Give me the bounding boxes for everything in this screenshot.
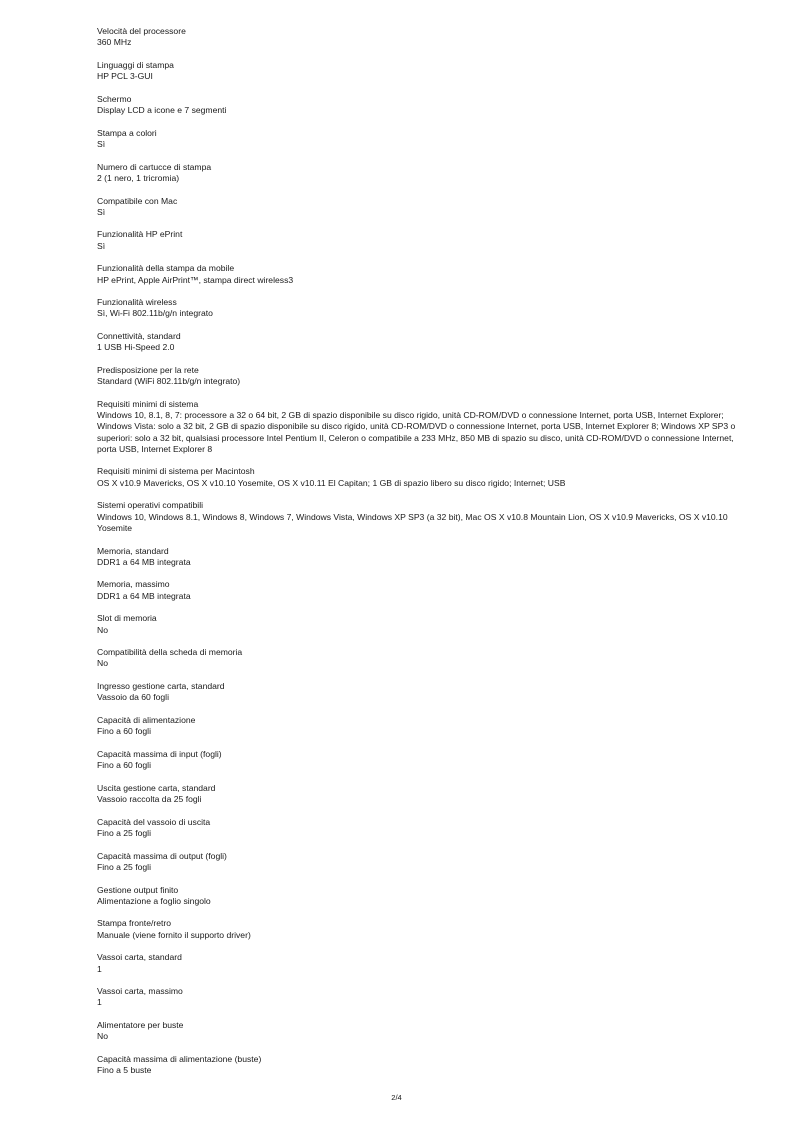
spec-value: Standard (WiFi 802.11b/g/n integrato) [97,376,241,387]
spec-value: Display LCD a icone e 7 segmenti [97,105,227,116]
spec-label: Requisiti minimi di sistema per Macintosh [97,466,255,477]
spec-label: Requisiti minimi di sistema [97,398,199,409]
spec-item [97,918,747,940]
spec-value: DDR1 a 64 MB integrata [97,590,191,601]
spec-value: Sì [97,206,106,217]
spec-value: 1 [97,997,102,1008]
spec-label: Connettività, standard [97,331,181,342]
spec-value: Sì, Wi-Fi 802.11b/g/n integrato [97,308,213,319]
spec-value: HP ePrint, Apple AirPrint™, stampa direct wireless3 [97,274,294,285]
spec-item [97,885,747,907]
spec-label: Capacità di alimentazione [97,715,196,726]
spec-item [97,365,747,387]
spec-item [97,331,747,353]
spec-label: Stampa a colori [97,127,157,138]
spec-item [97,851,747,873]
spec-item [97,1054,747,1076]
spec-item [97,546,747,568]
spec-label: Ingresso gestione carta, standard [97,681,225,692]
spec-label: Vassoi carta, massimo [97,986,183,997]
spec-item [97,613,747,635]
spec-item [97,500,747,534]
spec-label: Funzionalità della stampa da mobile [97,263,235,274]
spec-value: Windows 10, Windows 8.1, Windows 8, Windows 7, Windows Vista, Windows XP SP3 (a 32 bit), Mac OS X v10.8 Mountain Lion, OS X v10.9 Mavericks, OS X v10.10 Yosemite [97,511,728,533]
spec-value: HP PCL 3-GUI [97,71,153,82]
spec-item [97,94,747,116]
spec-value: Manuale (viene fornito il supporto driver) [97,929,251,940]
spec-label: Memoria, massimo [97,579,170,590]
spec-value: Sì [97,138,106,149]
spec-label: Funzionalità HP ePrint [97,229,183,240]
spec-item [97,399,747,455]
spec-value: Vassoio raccolta da 25 fogli [97,794,202,805]
spec-value: Sì [97,240,106,251]
spec-label: Schermo [97,93,132,104]
spec-value: Windows 10, 8.1, 8, 7: processore a 32 o 64 bit, 2 GB di spazio disponibile su disco rigido, unità CD-ROM/DVD o connessione Internet, porta USB, Internet Explorer; Windows Vista: solo a 32 bit, 2 GB di spazio disponibile su disco rigido, unità CD-ROM/DVD o connessione Internet, porta USB, Internet Explorer 8; Windows XP SP3 o superiori: solo a 32 bit, qualsiasi processore Intel Pentium II, Celeron o compatibile a 233 MHz, 850 MB di spazio su disco, unità CD-ROM/DVD o connessione Internet, porta USB, Internet Explorer 8 [97,410,736,454]
spec-value: 2 (1 nero, 1 tricromia) [97,172,180,183]
spec-item [97,196,747,218]
spec-label: Capacità massima di alimentazione (buste) [97,1054,262,1065]
spec-item [97,986,747,1008]
spec-value: 360 MHz [97,37,132,48]
spec-item [97,263,747,285]
spec-label: Slot di memoria [97,613,157,624]
spec-item [97,466,747,488]
page-number: 2/4 [391,1093,402,1102]
spec-label: Compatibilità della scheda di memoria [97,647,243,658]
spec-item [97,952,747,974]
spec-item [97,579,747,601]
spec-item [97,647,747,669]
spec-list [97,26,747,1088]
spec-value: Vassoio da 60 fogli [97,692,169,703]
spec-label: Sistemi operativi compatibili [97,500,204,511]
spec-label: Uscita gestione carta, standard [97,782,216,793]
spec-item [97,715,747,737]
spec-value: Alimentazione a foglio singolo [97,895,211,906]
spec-value: Fino a 60 fogli [97,726,151,737]
spec-label: Vassoi carta, standard [97,952,182,963]
spec-item [97,26,747,48]
spec-label: Capacità del vassoio di uscita [97,816,211,827]
spec-item [97,60,747,82]
spec-item [97,817,747,839]
spec-value: DDR1 a 64 MB integrata [97,556,191,567]
spec-label: Velocità del processore [97,26,186,36]
spec-item [97,162,747,184]
spec-label: Alimentatore per buste [97,1020,184,1031]
spec-item [97,681,747,703]
spec-label: Gestione output finito [97,884,179,895]
spec-label: Funzionalità wireless [97,297,177,308]
spec-value: No [97,624,108,635]
spec-value: No [97,1031,108,1042]
spec-label: Numero di cartucce di stampa [97,161,212,172]
spec-label: Capacità massima di input (fogli) [97,748,222,759]
spec-value: Fino a 25 fogli [97,827,151,838]
spec-value: OS X v10.9 Mavericks, OS X v10.10 Yosemite, OS X v10.11 El Capitan; 1 GB di spazio libero su disco rigido; Internet; USB [97,477,566,488]
spec-item [97,229,747,251]
spec-item [97,749,747,771]
spec-item [97,1020,747,1042]
spec-label: Compatibile con Mac [97,195,178,206]
spec-value: Fino a 25 fogli [97,861,151,872]
spec-label: Capacità massima di output (fogli) [97,850,227,861]
spec-item [97,297,747,319]
spec-item [97,783,747,805]
spec-value: Fino a 60 fogli [97,760,151,771]
spec-value: No [97,658,108,669]
spec-label: Stampa fronte/retro [97,918,172,929]
spec-label: Predisposizione per la rete [97,365,199,376]
spec-item [97,128,747,150]
spec-value: Fino a 5 buste [97,1065,152,1076]
spec-value: 1 [97,963,102,974]
spec-label: Memoria, standard [97,545,169,556]
spec-value: 1 USB Hi-Speed 2.0 [97,342,175,353]
spec-label: Linguaggi di stampa [97,59,174,70]
